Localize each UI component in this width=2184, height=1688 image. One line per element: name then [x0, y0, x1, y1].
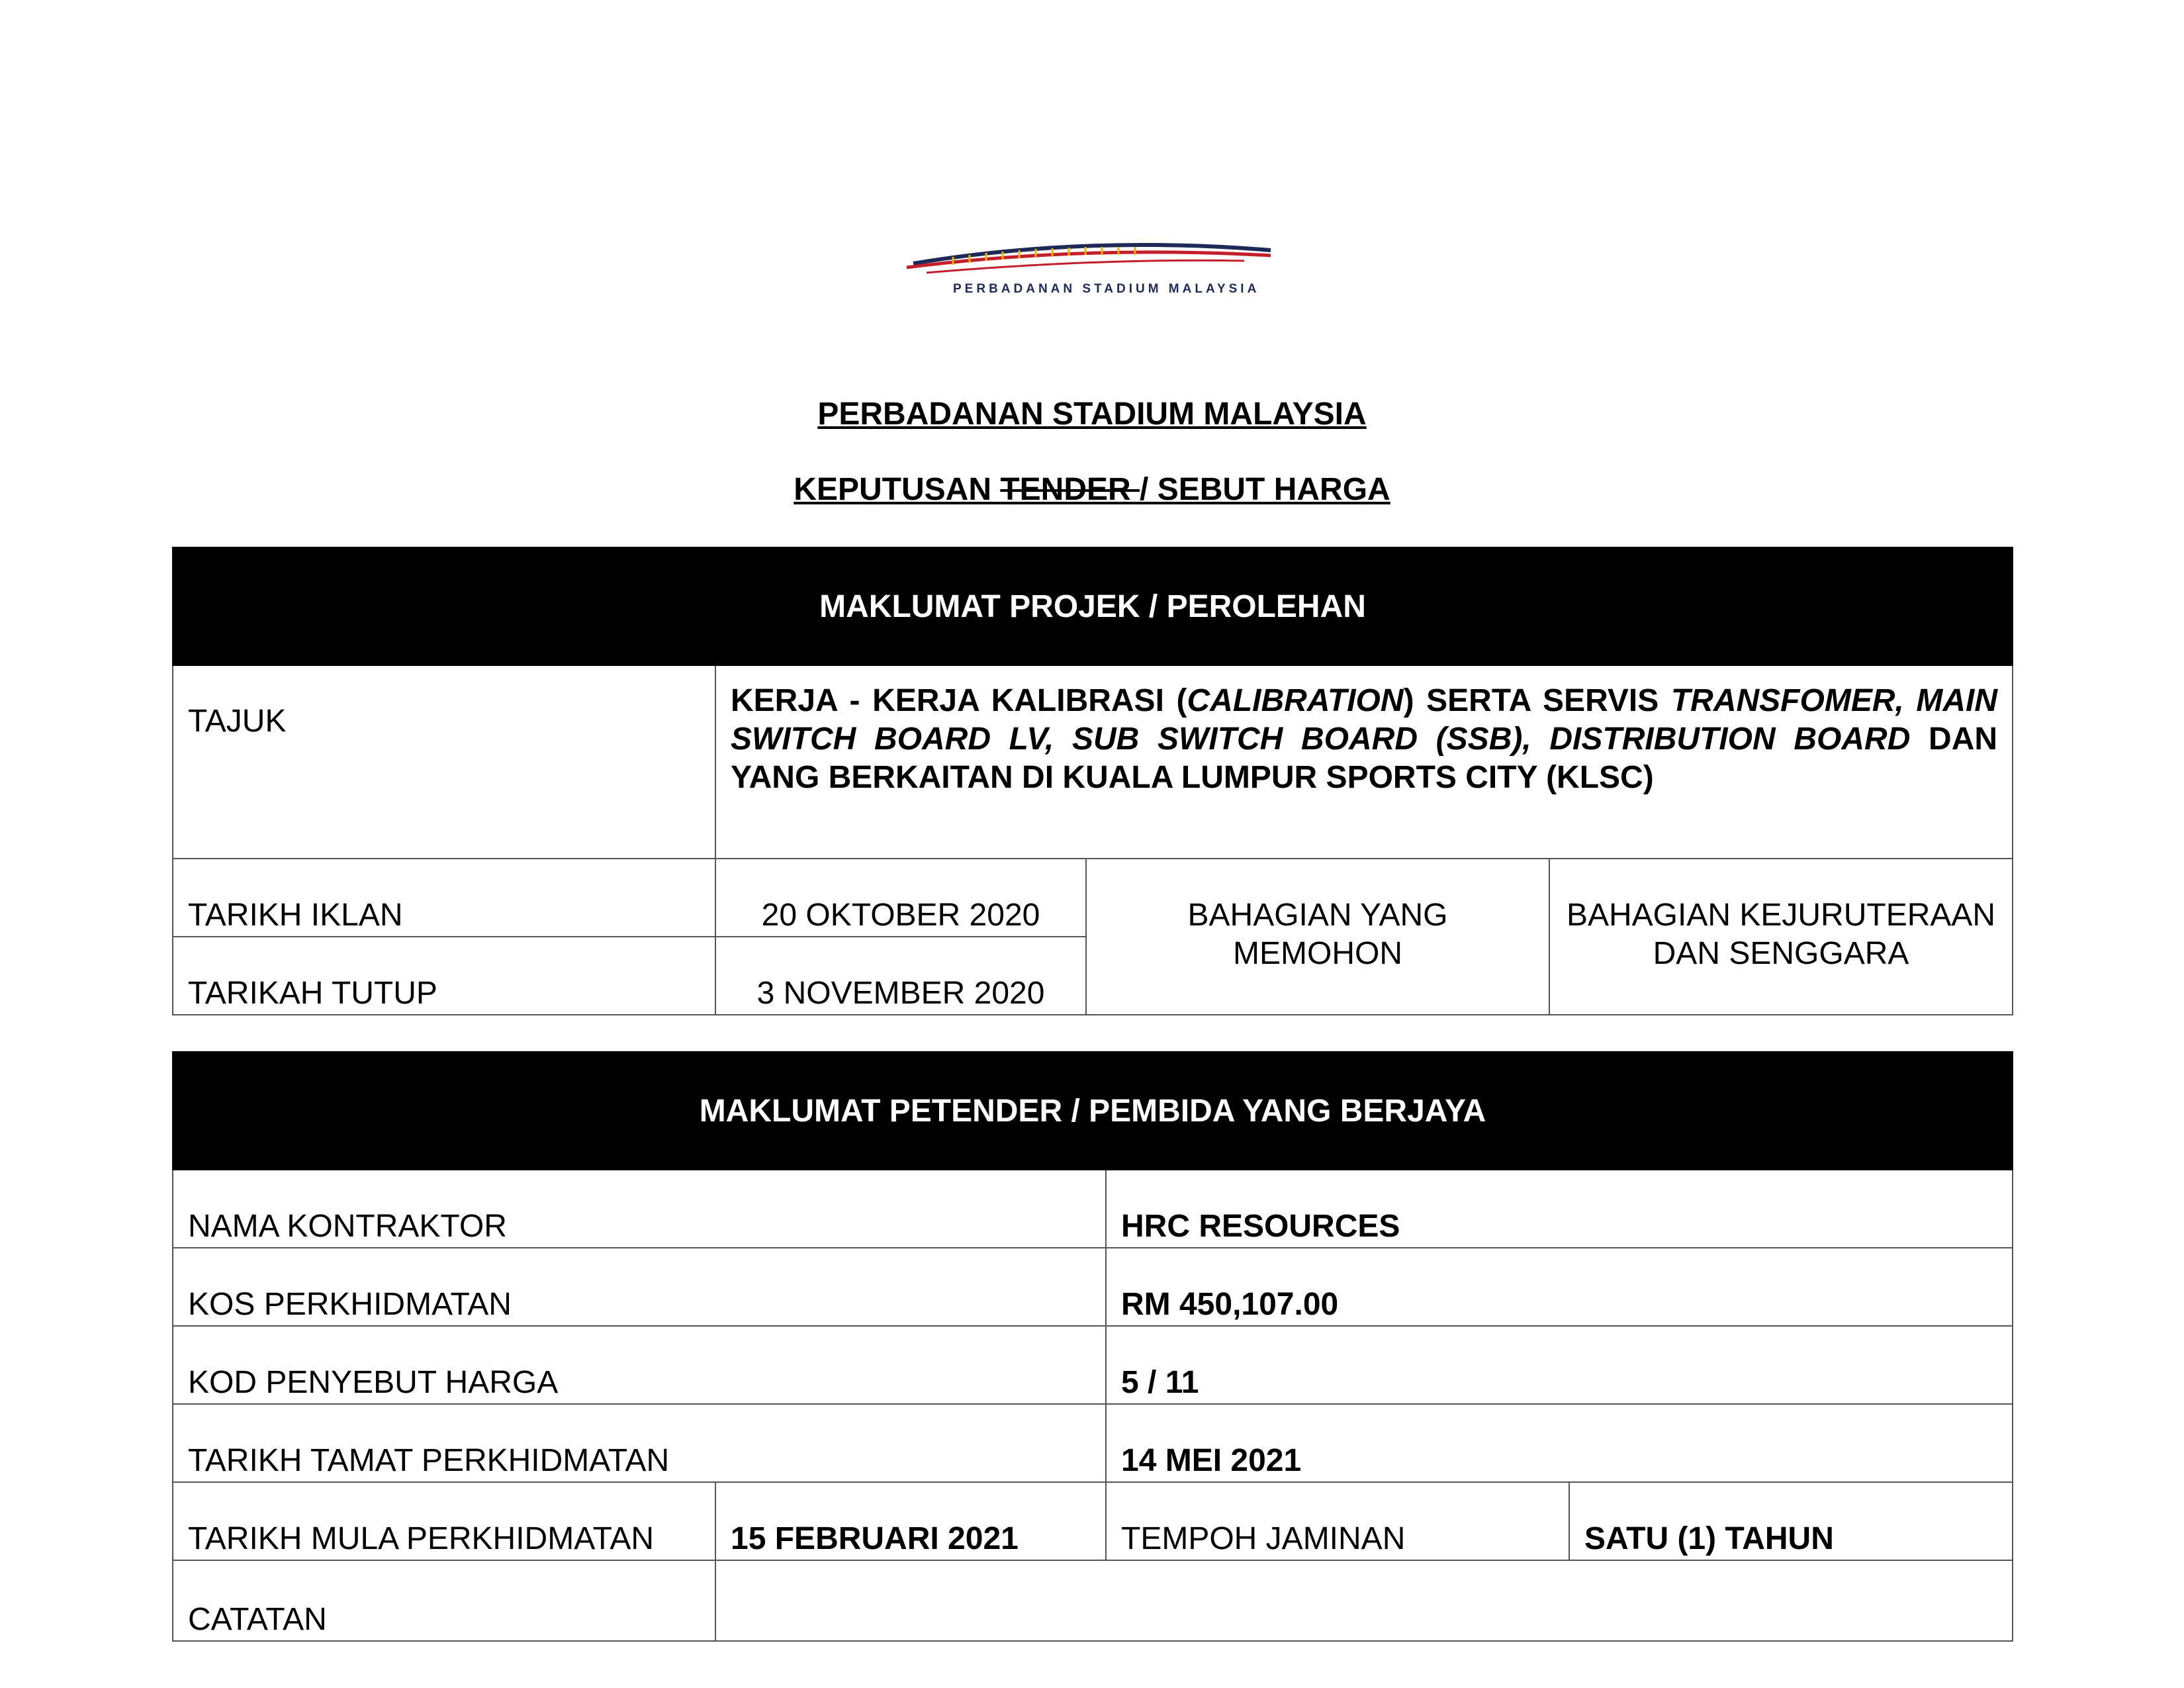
- page-subtitle: [0, 471, 2184, 508]
- subtitle-strike: TENDER: [1000, 472, 1140, 507]
- kos-perkhidmatan-label: KOS PERKHIDMATAN: [173, 1248, 1106, 1326]
- table-row: [173, 1482, 2013, 1560]
- nama-kontraktor-value: HRC RESOURCES: [1106, 1170, 2013, 1248]
- title-text: PERBADANAN STADIUM MALAYSIA: [817, 397, 1367, 432]
- subtitle-prefix: KEPUTUSAN: [794, 472, 1001, 507]
- kos-perkhidmatan-value: RM 450,107.00: [1106, 1248, 2013, 1326]
- tarikh-iklan-label: TARIKH IKLAN: [173, 859, 715, 937]
- bahagian-value: BAHAGIAN KEJURUTERAAN DAN SENGGARA: [1549, 859, 2013, 1015]
- nama-kontraktor-label: NAMA KONTRAKTOR: [173, 1170, 1106, 1248]
- tajuk-value: [715, 665, 2013, 859]
- tarikh-tutup-value: 3 NOVEMBER 2020: [715, 937, 1086, 1015]
- tarikh-mula-label: TARIKH MULA PERKHIDMATAN: [173, 1482, 715, 1560]
- tajuk-part-2: ) SERTA SERVIS: [1403, 683, 1671, 718]
- tempoh-jaminan-value: SATU (1) TAHUN: [1569, 1482, 2013, 1560]
- psm-logo: [900, 238, 1284, 305]
- project-section-title: MAKLUMAT PROJEK / PEROLEHAN: [173, 547, 2013, 665]
- bahagian-label: BAHAGIAN YANG MEMOHON: [1086, 859, 1549, 1015]
- tarikh-iklan-value: 20 OKTOBER 2020: [715, 859, 1086, 937]
- tajuk-label: TAJUK: [173, 665, 715, 859]
- winner-section-title: MAKLUMAT PETENDER / PEMBIDA YANG BERJAYA: [173, 1052, 2013, 1170]
- tajuk-italic-1: CALIBRATION: [1187, 683, 1404, 718]
- project-header-row: [173, 547, 2013, 665]
- catatan-value: [715, 1560, 2013, 1641]
- table-row: [173, 1170, 2013, 1248]
- project-info-table: [172, 547, 2013, 1015]
- kod-penyebut-value: 5 / 11: [1106, 1326, 2013, 1404]
- tarikh-tamat-label: TARIKH TAMAT PERKHIDMATAN: [173, 1404, 1106, 1482]
- winner-info-table: [172, 1051, 2013, 1642]
- tempoh-jaminan-label: TEMPOH JAMINAN: [1106, 1482, 1569, 1560]
- tarikh-tamat-value: 14 MEI 2021: [1106, 1404, 2013, 1482]
- tarikh-iklan-row: [173, 859, 2013, 937]
- subtitle-suffix: / SEBUT HARGA: [1140, 472, 1390, 507]
- tajuk-part-3: DAN YANG BERKAITAN DI KUALA LUMPUR SPORTS CITY (KLSC): [731, 722, 1998, 795]
- tajuk-italic-2: TRANSFOMER, MAIN SWITCH BOARD LV, SUB SWITCH BOARD (SSB), DISTRIBUTION BOARD: [731, 683, 1998, 757]
- table-row: [173, 1560, 2013, 1641]
- winner-header-row: [173, 1052, 2013, 1170]
- tajuk-row: [173, 665, 2013, 859]
- kod-penyebut-label: KOD PENYEBUT HARGA: [173, 1326, 1106, 1404]
- table-row: [173, 1248, 2013, 1326]
- catatan-label: CATATAN: [173, 1560, 715, 1641]
- table-row: [173, 1326, 2013, 1404]
- tajuk-part-1: KERJA - KERJA KALIBRASI (: [731, 683, 1187, 718]
- tarikh-tutup-label: TARIKAH TUTUP: [173, 937, 715, 1015]
- stadium-arc-icon: [900, 238, 1284, 285]
- tarikh-mula-value: 15 FEBRUARI 2021: [715, 1482, 1106, 1560]
- logo-text: PERBADANAN STADIUM MALAYSIA: [953, 282, 1260, 296]
- page-title: [0, 396, 2184, 432]
- table-row: [173, 1404, 2013, 1482]
